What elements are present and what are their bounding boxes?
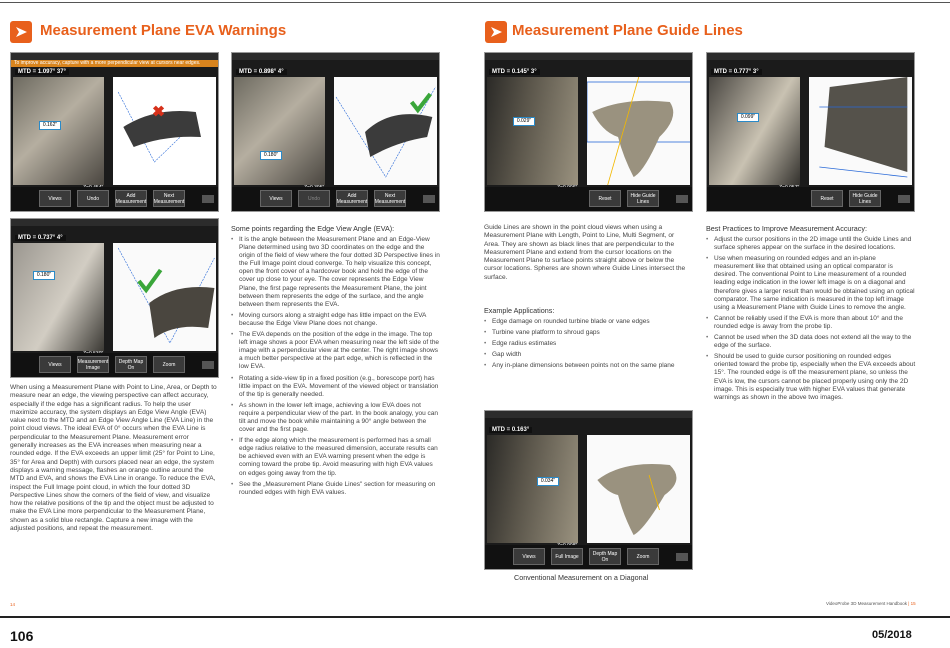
screenshot-eva-tilted xyxy=(10,218,219,378)
hide-guide-lines-button[interactable]: Hide Guide Lines xyxy=(627,190,659,207)
screenshot-conventional-diagonal xyxy=(484,410,693,570)
list-item: • Turbine vane platform to shroud gaps xyxy=(484,329,694,337)
examples-heading: Example Applications: xyxy=(484,306,555,315)
reset-button[interactable]: Reset xyxy=(589,190,621,207)
list-item: • As shown in the lower left image, achieving a low EVA does not require a perpendicular view of the part. In the book analogy, you can tilt and move the book while maintaining a 90° angle between the cover and the first page. xyxy=(231,402,441,434)
list-item: • Cannot be reliably used if the EVA is more than about 10° and the rounded edge is away from the probe tip. xyxy=(706,315,916,331)
eva-points-heading: Some points regarding the Edge View Angle (EVA): xyxy=(231,224,395,233)
mtd-readout: MTD = 0.737° 4° xyxy=(15,235,66,241)
measurement-label: 0.162" xyxy=(39,121,61,130)
views-button[interactable]: Views xyxy=(39,190,71,207)
left-page-number: 14 xyxy=(10,602,16,607)
hide-guide-lines-button[interactable]: Hide Guide Lines xyxy=(849,190,881,207)
zoom-button[interactable]: Zoom xyxy=(627,548,659,565)
add-measurement-button[interactable]: Add Measurement xyxy=(115,190,147,207)
mtd-readout: MTD = 0.777° 3° xyxy=(711,69,762,75)
list-item: • Edge damage on rounded turbine blade or vane edges xyxy=(484,318,694,326)
issue-date: 05/2018 xyxy=(872,629,912,641)
examples-list xyxy=(484,318,694,373)
list-item: • Should be used to guide cursor positioning on rounded edges oriented toward the probe tip, especially when the EVA exceeds about 15°. The rounded edge is off the measurement plane, so unless the EVA is low, the cursors cannot be placed properly using only the 2D image. This is especially true with higher EVA values that generate warnings as shown in the above two images. xyxy=(706,353,916,402)
list-item: • If the edge along which the measurement is performed has a small edge radius relative to the measured dimension, accurate results can be achieved even with an EVA warning present when the edge is coming toward the probe tip. Avoid measuring with high EVA values on edges going away from the tip. xyxy=(231,437,441,477)
list-item: • See the „Measurement Plane Guide Lines" section for measuring on rounded edges with high EVA values. xyxy=(231,481,441,497)
figure-caption: Conventional Measurement on a Diagonal xyxy=(514,573,649,582)
screenshot-eva-good xyxy=(231,52,440,212)
left-page-title: Measurement Plane EVA Warnings xyxy=(40,22,287,39)
right-page-title: Measurement Plane Guide Lines xyxy=(512,22,743,39)
list-item: • Gap width xyxy=(484,351,694,359)
list-item: • Edge radius estimates xyxy=(484,340,694,348)
zoom-button[interactable]: Zoom xyxy=(153,356,185,373)
app-icon xyxy=(485,21,507,43)
list-item: • Adjust the cursor positions in the 2D image until the Guide Lines and surface spheres appear on the surface in the desired locations. xyxy=(706,236,916,252)
measurement-label: 0.180" xyxy=(260,151,282,160)
handbook-title: VideoProbe 3D Measurement Handbook xyxy=(826,601,907,606)
measurement-label: 0.180" xyxy=(33,271,55,280)
app-icon xyxy=(10,21,32,43)
depth-map-button[interactable]: Depth Map On xyxy=(115,356,147,373)
page-number: 106 xyxy=(10,628,34,644)
right-footer: VideoProbe 3D Measurement Handbook | 15 xyxy=(826,601,916,606)
screenshot-guide-lines-1 xyxy=(484,52,693,212)
list-item: • Cannot be used when the 3D data does not extend all the way to the edge of the surface. xyxy=(706,334,916,350)
list-item: • Moving cursors along a straight edge has little impact on the EVA because the Edge View Plane does not change. xyxy=(231,312,441,328)
list-item: • Use when measuring on rounded edges and an in-plane measurement like that obtained using an optical comparator is desired. The conventional Point to Line measurement of a rounded leading edge indication in the lower left image is on a diagonal and therefore gives a larger result than would be obtained using an optical comparator. The same indication is measured in the top left image using a Measurement Plane with Guide Lines to remove the angle. xyxy=(706,255,916,312)
mtd-readout: MTD = 0.145° 3° xyxy=(489,69,540,75)
warning-banner: To improve accuracy, capture with a more perpendicular view at cursors near edges. xyxy=(11,60,218,67)
list-item: • Rotating a side-view tip in a fixed position (e.g., borescope port) has little impact on the EVA. Movement of the viewed object or translation of the tip is generally needed. xyxy=(231,375,441,399)
views-button[interactable]: Views xyxy=(39,356,71,373)
depth-map-button[interactable]: Depth Map On xyxy=(589,548,621,565)
measurement-label: 0.034" xyxy=(537,477,559,486)
practices-list xyxy=(706,236,916,405)
right-body-paragraph: Guide Lines are shown in the point cloud views when using a Measurement Plane with Length, Point to Line, Multi Segment, or Area. They are shown as black lines that are perpendicular to the Measurement Plane and extend from the cursor locations on the Measurement Plane to surface points straight above or below the cursor locations. Spheres are shown where Guide Lines intersect the surface. xyxy=(484,224,686,281)
views-button[interactable]: Views xyxy=(513,548,545,565)
measurement-label: 0.099" xyxy=(737,113,759,122)
list-item: • The EVA depends on the position of the edge in the image. The top left image shows a poor EVA when measuring near the left side of the image with a perpendicular view at the center. The right image shows a much better perspective at the part edge, which is reflected in the low EVA. xyxy=(231,331,441,371)
eva-points-list xyxy=(231,236,441,500)
full-image-button[interactable]: Full Image xyxy=(551,548,583,565)
reset-button[interactable]: Reset xyxy=(811,190,843,207)
list-item: • It is the angle between the Measurement Plane and an Edge-View Plane determined using two 3D coordinates on the edge and the origin of the field of view where the four dotted 3D Perspective lines in the Full Image point cloud converge. To help visualize this concept, open the front cover of a hardcover book and hold the edge of the cover up close to your eye. The cover represents the Edge View Plane, the first page represents the Measurement Plane, the joint between them represents the edge of the surface, and the angle between them represents the EVA. xyxy=(231,236,441,309)
undo-button[interactable]: Undo xyxy=(298,190,330,207)
measurement-image-button[interactable]: Measurement Image xyxy=(77,356,109,373)
next-measurement-button[interactable]: Next Measurement xyxy=(153,190,185,207)
practices-heading: Best Practices to Improve Measurement Accuracy: xyxy=(706,224,867,233)
screenshot-eva-warning xyxy=(10,52,219,212)
right-page-number: 15 xyxy=(910,601,916,606)
left-body-paragraph: When using a Measurement Plane with Point to Line, Area, or Depth to measure near an edge, the viewing perspective can affect accuracy, especially if the edge has a significant radius. To help the user maximize accuracy, the system displays an Edge View Angle (EVA) value next to the MTD and an Edge View Angle Line (EVA Line) in the point cloud views. The ideal EVA of 0° occurs when the EVA Line is perpendicular to the Measurement Plane. Measurement error generally increases as the EVA increases when measuring near a rounded edge. If the EVA exceeds an upper limit (25° for Point to Line, 35° for Area and Depth) with cursors placed near an edge, the system displays a warning message, flashes an orange outline around the MTD and EVA, and shows the EVA Line in orange. To reduce the EVA, inspect the Full Image point cloud, in which the four dotted 3D Perspective Lines show the corners of the field of view, and visualize how the relative positions of the tip and the object must be adjusted to make the EVA Line more perpendicular to the Measurement Plane, shown as a solid blue rectangle. Capture a new image with the adjusted positions, and repeat the measurement. xyxy=(10,384,217,533)
measurement-label: 0.029" xyxy=(513,117,535,126)
undo-button[interactable]: Undo xyxy=(77,190,109,207)
mtd-readout: MTD = 0.898° 4° xyxy=(236,69,287,75)
add-measurement-button[interactable]: Add Measurement xyxy=(336,190,368,207)
next-measurement-button[interactable]: Next Measurement xyxy=(374,190,406,207)
mtd-readout: MTD = 0.163° xyxy=(489,427,532,433)
views-button[interactable]: Views xyxy=(260,190,292,207)
mtd-readout: MTD = 1.097° 37° xyxy=(15,69,69,75)
screenshot-guide-lines-2 xyxy=(706,52,915,212)
list-item: • Any in-plane dimensions between points not on the same plane xyxy=(484,362,694,370)
